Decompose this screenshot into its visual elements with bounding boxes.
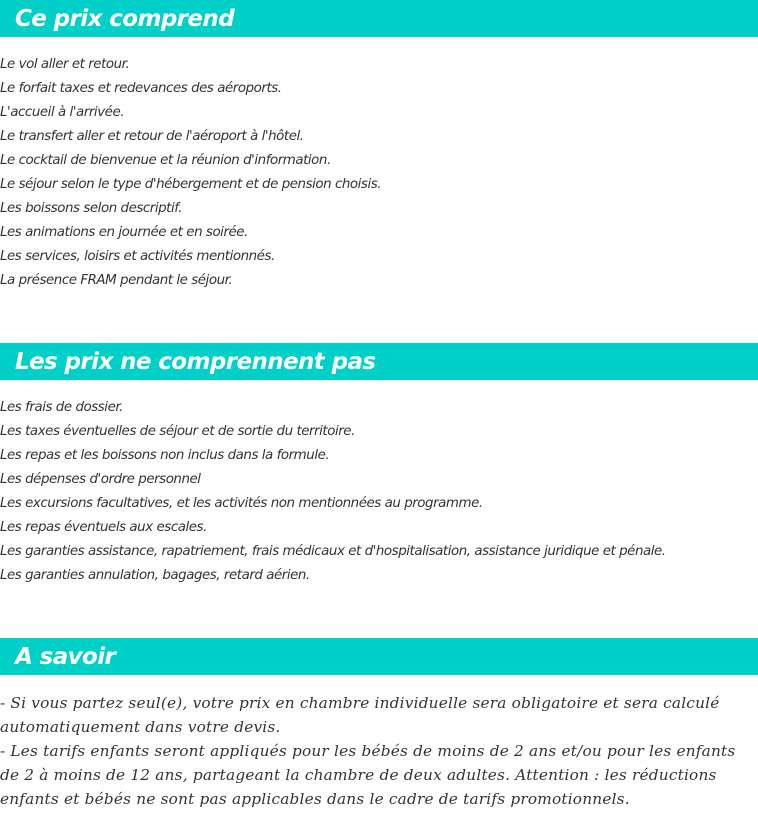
list-item: Les repas éventuels aux escales. <box>0 520 207 535</box>
list-item: Les dépenses d'ordre personnel <box>0 472 201 487</box>
section-title-not-included: Les prix ne comprennent pas <box>15 348 376 375</box>
section-header-good-to-know <box>0 638 758 675</box>
list-item: Les services, loisirs et activités mentionnés. <box>0 249 275 264</box>
section-header-included <box>0 0 758 37</box>
list-item: Les boissons selon descriptif. <box>0 201 183 216</box>
list-item: L'accueil à l'arrivée. <box>0 105 125 120</box>
list-item: Les garanties assistance, rapatriement, frais médicaux et d'hospitalisation, assistance juridique et pénale. <box>0 544 666 559</box>
section-header-not-included <box>0 343 758 380</box>
list-item: La présence FRAM pendant le séjour. <box>0 273 233 288</box>
list-item: Les excursions facultatives, et les activités non mentionnées au programme. <box>0 496 483 511</box>
list-item: Les garanties annulation, bagages, retard aérien. <box>0 568 310 583</box>
included-list <box>0 53 381 293</box>
good-to-know-notes <box>0 691 758 811</box>
list-item: Le séjour selon le type d'hébergement et de pension choisis. <box>0 177 382 192</box>
list-item: Les repas et les boissons non inclus dans la formule. <box>0 448 330 463</box>
note-paragraph: - Si vous partez seul(e), votre prix en chambre individuelle sera obligatoire et sera calculé automatiquement dans votre devis. <box>0 694 720 736</box>
section-title-included: Ce prix comprend <box>15 5 235 32</box>
list-item: Les frais de dossier. <box>0 400 123 415</box>
list-item: Les taxes éventuelles de séjour et de sortie du territoire. <box>0 424 355 439</box>
list-item: Les animations en journée et en soirée. <box>0 225 248 240</box>
list-item: Le vol aller et retour. <box>0 57 130 72</box>
list-item: Le forfait taxes et redevances des aéroports. <box>0 81 282 96</box>
section-title-good-to-know: A savoir <box>15 643 116 670</box>
note-paragraph: - Les tarifs enfants seront appliqués pour les bébés de moins de 2 ans et/ou pour les enfants de 2 à moins de 12 ans, partageant la chambre de deux adultes. Attention : les réductions enfants et bébés ne sont pas applicables dans le cadre de tarifs promotionnels. <box>0 742 736 808</box>
list-item: Le cocktail de bienvenue et la réunion d'information. <box>0 153 331 168</box>
list-item: Le transfert aller et retour de l'aéroport à l'hôtel. <box>0 129 304 144</box>
not-included-list <box>0 396 666 588</box>
